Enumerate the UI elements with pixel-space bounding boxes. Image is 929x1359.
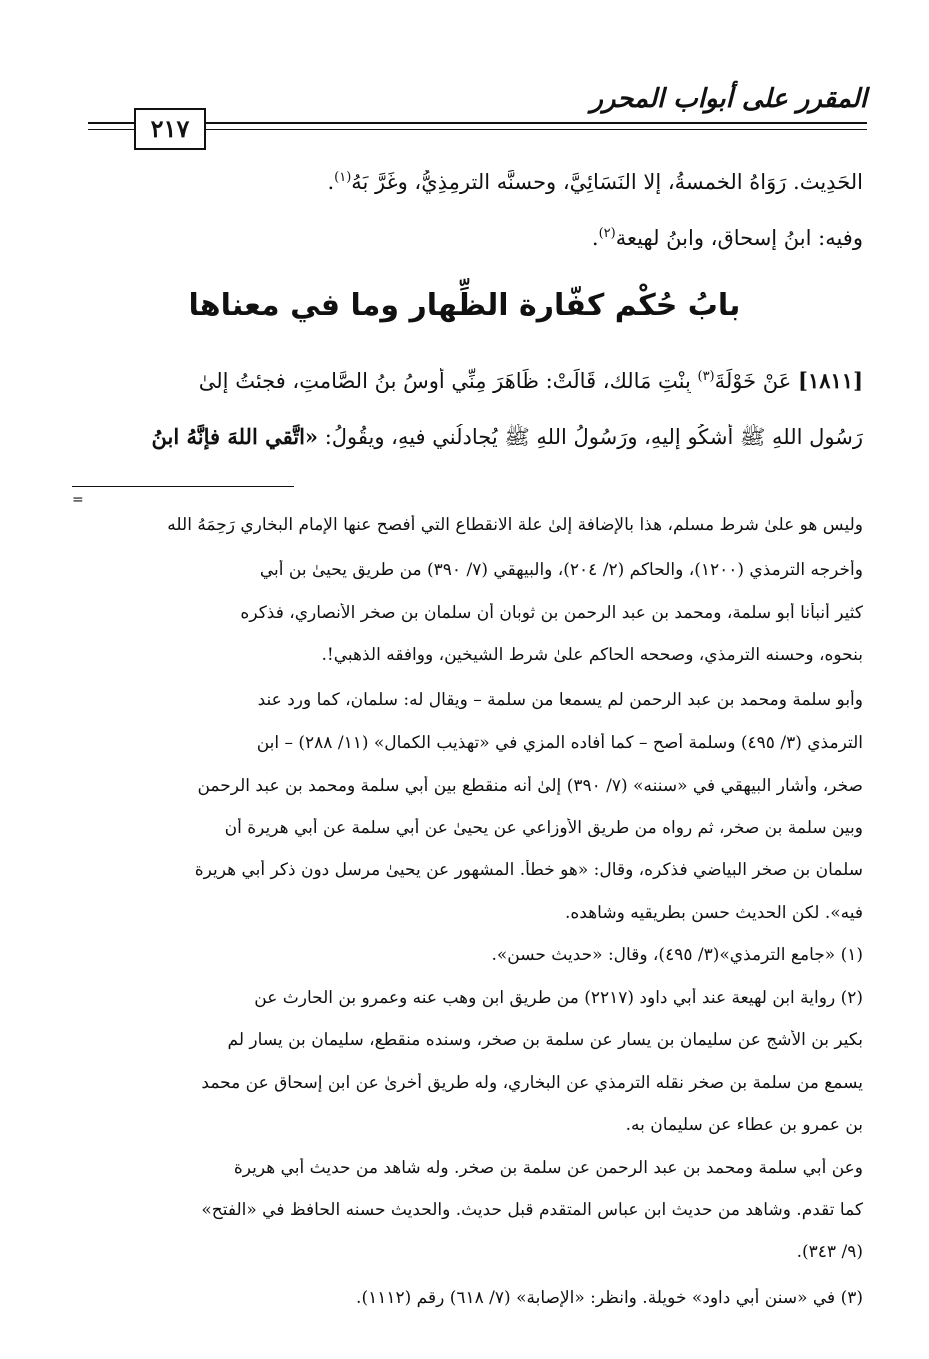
main-text: رَسُول اللهِ ﷺ أشكُو إليهِ، ورَسُولُ اللهِ ﷺ يُجادلُني فيهِ، ويقُولُ: bbox=[324, 425, 863, 449]
main-text-line bbox=[70, 424, 863, 455]
footnote-line: (٩/ ٣٤٣). bbox=[796, 1242, 863, 1262]
main-text-line bbox=[70, 226, 863, 250]
footnote-line: يسمع من سلمة بن صخر نقله الترمذي عن البخاري، وله طريق أخرىٰ عن ابن إسحاق عن محمد bbox=[201, 1073, 863, 1093]
footnote-line: كثير أنبأنا أبو سلمة، ومحمد بن عبد الرحمن بن ثوبان أن سلمان بن صخر الأنصاري، فذكره bbox=[240, 603, 863, 623]
main-text-line bbox=[70, 368, 863, 393]
footnote-line: وبين سلمة بن صخر، ثم رواه من طريق الأوزاعي عن يحيىٰ عن أبي سلمة عن أبي هريرة أن bbox=[224, 818, 863, 838]
main-text-line bbox=[70, 170, 863, 194]
footnote-line: بن عمرو بن عطاء عن سليمان به. bbox=[625, 1115, 863, 1135]
page-number: ٢١٧ bbox=[134, 108, 206, 150]
footnote-line: الترمذي (٣/ ٤٩٥) وسلمة أصح – كما أفاده المزي في «تهذيب الكمال» (١١/ ٢٨٨) – ابن bbox=[256, 733, 863, 753]
footnote-ref: (٢) bbox=[598, 226, 616, 241]
main-text: بِنْتِ مَالك، قَالَتْ: ظَاهَرَ مِنِّي أوسُ بنُ الصَّامتِ، فجئتُ إلىٰ bbox=[198, 369, 691, 393]
prophet-quote: «اتَّقي اللهَ فإنَّهُ ابنُ bbox=[151, 424, 319, 449]
main-text: الحَدِيث. رَوَاهُ الخمسةُ، إلا النَسَائِيَّ، وحسنَّه الترمِذِيُّ، وغَرَّ بَهُ bbox=[351, 170, 863, 194]
footnote-line: كما تقدم. وشاهد من حديث ابن عباس المتقدم قبل حديث. والحديث حسنه الحافظ في «الفتح» bbox=[201, 1200, 863, 1220]
footnote-ref: (١) bbox=[334, 170, 352, 185]
footnote-line: سلمان بن صخر البياضي فذكره، وقال: «هو خطأ. المشهور عن يحيىٰ مرسل دون ذكر أبي هريرة bbox=[194, 860, 863, 880]
footnote-line: بكير بن الأشج عن سليمان بن يسار عن سلمة بن صخر، وسنده منقطع، سليمان بن يسار لم bbox=[227, 1030, 863, 1050]
footnote-line: وأخرجه الترمذي (١٢٠٠)، والحاكم (٢/ ٢٠٤)، والبيهقي (٧/ ٣٩٠) من طريق يحيىٰ بن أبي bbox=[259, 560, 863, 580]
footnote-line: وليس هو علىٰ شرط مسلم، هذا بالإضافة إلىٰ علة الانقطاع التي أفصح عنها الإمام البخاري رَحِمَهُ الله bbox=[167, 515, 863, 535]
chapter-title: بابُ حُكْم كفّارة الظِّهار وما في معناها bbox=[188, 288, 741, 323]
main-text: عَنْ خَوْلَةَ bbox=[714, 369, 792, 393]
footnote-line: (٣) في «سنن أبي داود» خويلة. وانظر: «الإصابة» (٧/ ٦١٨) رقم (١١١٢). bbox=[356, 1288, 863, 1308]
footnote-line: (١) «جامع الترمذي»(٣/ ٤٩٥)، وقال: «حديث حسن». bbox=[491, 945, 863, 965]
running-title: المقرر على أبواب المحرر bbox=[590, 84, 867, 114]
footnote-separator bbox=[72, 486, 294, 487]
footnote-line: فيه». لكن الحديث حسن بطريقيه وشاهده. bbox=[564, 903, 863, 923]
footnote-line: صخر، وأشار البيهقي في «سننه» (٧/ ٣٩٠) إلىٰ أنه منقطع بين أبي سلمة ومحمد بن عبد الرحمن bbox=[197, 776, 863, 796]
main-text-punct: . bbox=[327, 170, 335, 194]
footnote-line: وأبو سلمة ومحمد بن عبد الرحمن لم يسمعا من سلمة – ويقال له: سلمان، كما ورد عند bbox=[257, 690, 863, 710]
main-text: وفيه: ابنُ إسحاق، وابنُ لهيعة bbox=[615, 226, 863, 250]
footnote-line: بنحوه، وحسنه الترمذي، وصححه الحاكم علىٰ شرط الشيخين، ووافقه الذهبي!. bbox=[321, 645, 863, 665]
footnote-line: وعن أبي سلمة ومحمد بن عبد الرحمن عن سلمة بن صخر. وله شاهد من حديث أبي هريرة bbox=[233, 1158, 863, 1178]
footnote-carry-mark: = bbox=[72, 492, 84, 508]
main-text-punct: . bbox=[591, 226, 599, 250]
hadith-number: [١٨١١] bbox=[798, 368, 863, 393]
footnote-ref: (٣) bbox=[697, 369, 715, 384]
footnote-line: (٢) رواية ابن لهيعة عند أبي داود (٢٢١٧) من طريق ابن وهب عنه وعمرو بن الحارث عن bbox=[254, 988, 863, 1008]
